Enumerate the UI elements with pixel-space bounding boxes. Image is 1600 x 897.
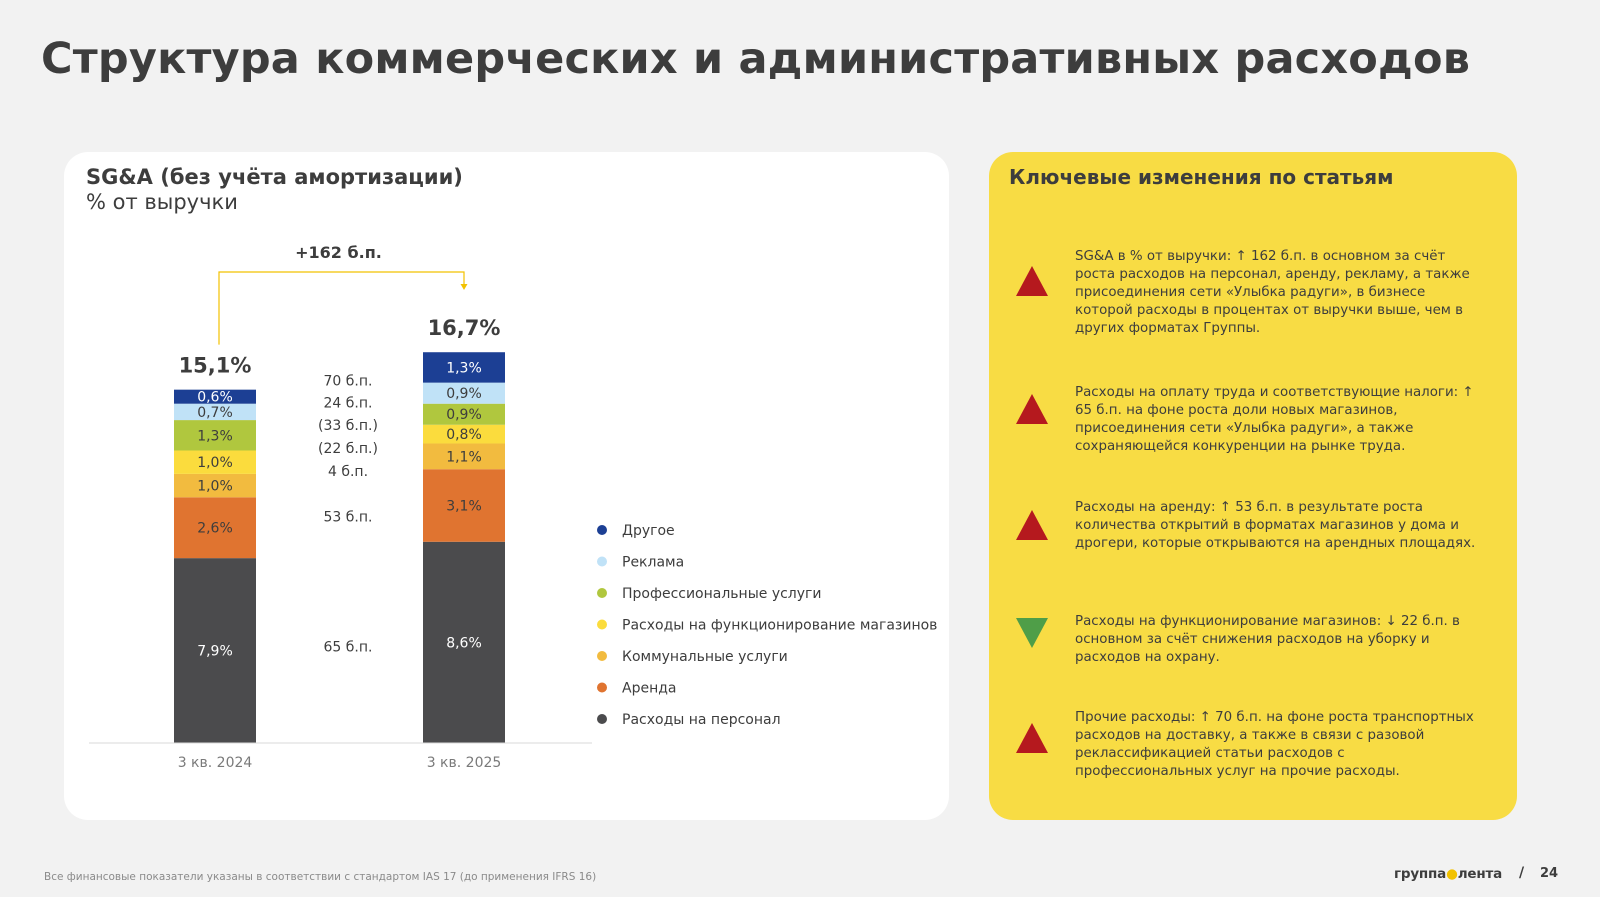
data-label: 1,3%	[197, 428, 233, 445]
data-label: 2,6%	[197, 520, 233, 537]
data-label: 1,3%	[446, 360, 482, 377]
bracket-arrow-icon	[461, 284, 468, 290]
data-label: 1,0%	[197, 478, 233, 495]
legend-label: Реклама	[622, 554, 685, 571]
delta-label: 65 б.п.	[323, 639, 373, 656]
data-label: 8,6%	[446, 635, 482, 652]
legend-marker	[597, 557, 607, 567]
delta-label: 24 б.п.	[323, 395, 373, 412]
triangle-down-icon	[1016, 618, 1048, 648]
brand-dot: ●	[1446, 866, 1458, 882]
key-changes-panel	[989, 152, 1517, 820]
data-label: 1,0%	[197, 455, 233, 472]
triangle-up-icon	[1016, 723, 1048, 753]
legend-label: Расходы на функционирование магазинов	[622, 617, 938, 634]
data-label: 0,7%	[197, 404, 233, 421]
change-text: Расходы на аренду: ↑ 53 б.п. в результате роста количества открытий в форматах магазинов у дома и дрогери, которые открываются на арендных площадях.	[1075, 500, 1476, 551]
triangle-up-icon	[1016, 266, 1048, 296]
change-label: +162 б.п.	[295, 243, 382, 262]
change-text: Расходы на функционирование магазинов: ↓ 22 б.п. в основном за счёт снижения расходов на уборку и расходов на охрану.	[1075, 614, 1460, 665]
total-label: 15,1%	[178, 353, 252, 378]
delta-label: (33 б.п.)	[318, 417, 378, 434]
delta-label: 4 б.п.	[327, 463, 369, 480]
data-label: 1,1%	[446, 449, 482, 466]
stacked-bar-chart	[64, 152, 949, 820]
legend-marker	[597, 525, 607, 535]
x-tick-label: 3 кв. 2024	[177, 755, 253, 771]
page-number: 24	[1540, 866, 1559, 881]
delta-label: (22 б.п.)	[318, 441, 378, 458]
total-label: 16,7%	[427, 316, 501, 341]
key-changes-title: Ключевые изменения по статьям	[1009, 165, 1394, 189]
triangle-up-icon	[1016, 510, 1048, 540]
change-text: Прочие расходы: ↑ 70 б.п. на фоне роста транспортных расходов на доставку, а также в связи с разовой реклассификацией статьи расходов с профессиональных услуг на прочие расходы.	[1075, 710, 1474, 779]
brand-logo	[1394, 866, 1502, 882]
data-label: 7,9%	[197, 643, 233, 660]
legend-label: Расходы на персонал	[622, 712, 781, 728]
data-label: 0,6%	[197, 389, 233, 406]
chart-subtitle: % от выручки	[86, 190, 238, 214]
page-separator: /	[1519, 865, 1525, 881]
data-label: 3,1%	[446, 498, 482, 515]
change-text: SG&A в % от выручки: ↑ 162 б.п. в основном за счёт роста расходов на персонал, аренду, рекламу, а также присоединения сети «Улыбка радуги», в бизнесе которой расходы в процентах от выручки выше, чем в других форматах Группы.	[1075, 249, 1470, 336]
legend-label: Профессиональные услуги	[622, 586, 822, 602]
legend-marker	[597, 588, 607, 598]
delta-label: 53 б.п.	[323, 509, 373, 526]
data-label: 0,8%	[446, 427, 482, 444]
legend-marker	[597, 651, 607, 661]
legend-label: Аренда	[622, 680, 677, 697]
legend-marker	[597, 683, 607, 693]
legend-marker	[597, 714, 607, 724]
brand-logo-part1: группа	[1394, 866, 1447, 882]
chart-card	[64, 152, 949, 820]
legend-marker	[597, 620, 607, 630]
data-label: 0,9%	[446, 386, 482, 403]
legend-label: Другое	[622, 523, 675, 539]
triangle-up-icon	[1016, 394, 1048, 424]
chart-title: SG&A (без учёта амортизации)	[86, 165, 463, 189]
change-text: Расходы на оплату труда и соответствующие налоги: ↑ 65 б.п. на фоне роста доли новых магазинов, присоединения сети «Улыбка радуги», а также сохраняющейся конкуренции на рынке труда.	[1075, 385, 1474, 454]
brand-logo-part2: лента	[1457, 866, 1502, 882]
delta-label: 70 б.п.	[323, 373, 373, 390]
page-title: Структура коммерческих и административных расходов	[41, 34, 1471, 84]
x-tick-label: 3 кв. 2025	[426, 755, 502, 771]
legend-label: Коммунальные услуги	[622, 649, 788, 665]
data-label: 0,9%	[446, 407, 482, 424]
footnote: Все финансовые показатели указаны в соответствии с стандартом IAS 17 (до применения IFRS 16)	[44, 871, 597, 883]
